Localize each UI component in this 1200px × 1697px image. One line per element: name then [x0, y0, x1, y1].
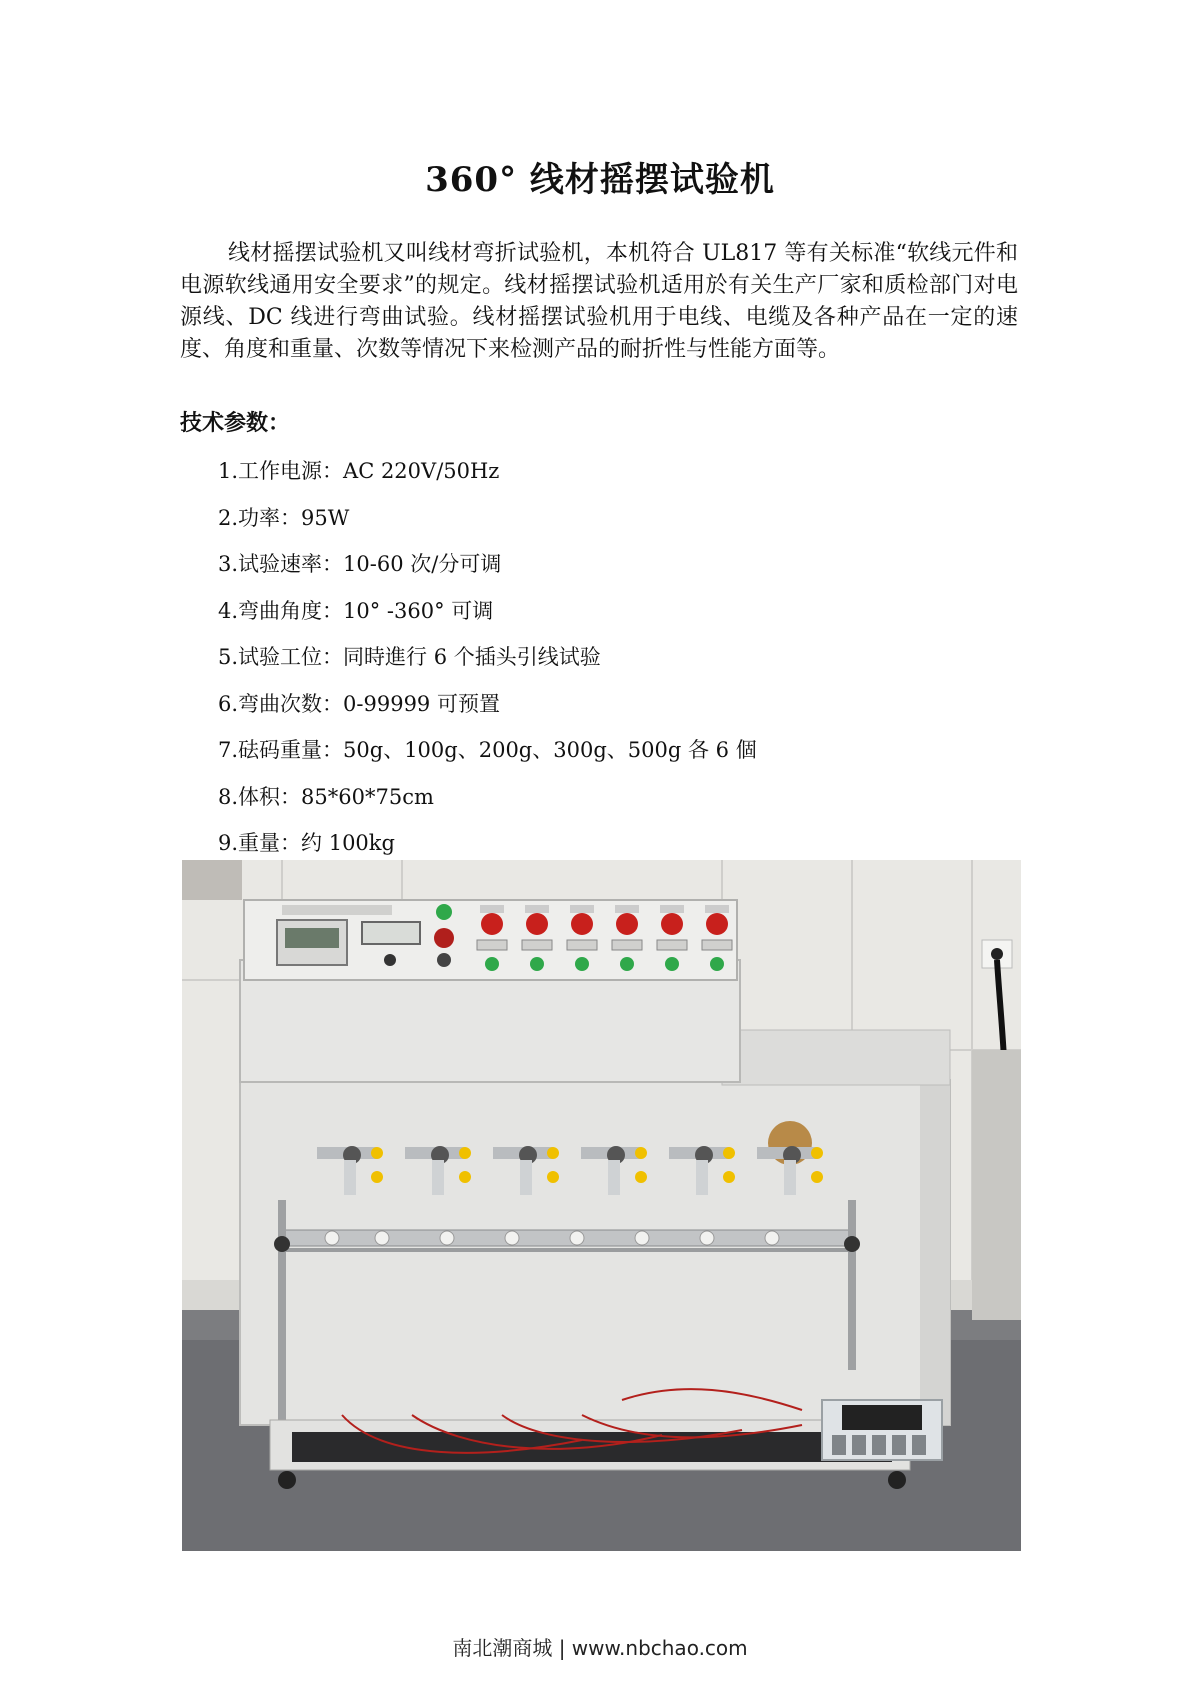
footer-brand: 南北潮商城 | www.nbchao.com: [452, 1636, 748, 1660]
spec-item: 1.工作电源：AC 220V/50Hz: [218, 459, 500, 483]
spec-item: 4.弯曲角度：10° -360° 可调: [218, 598, 494, 623]
spec-item: 8.体积：85*60*75cm: [218, 784, 434, 809]
page-title: 360° 线材摇摆试验机: [425, 160, 775, 200]
spec-item: 2.功率：95W: [218, 505, 350, 530]
intro-paragraph: 线材摇摆试验机又叫线材弯折试验机，本机符合 UL817 等有关标准“软线元件和电源软线通用安全要求”的规定。线材摇摆试验机适用於有关生产厂家和质检部门对电源线、DC 线进行弯曲试验。线材摇摆试验机用于电线、电缆及各种产品在一定的速度、角度和重量、次数等情况下来检测产品的耐折性与性能方面等。: [180, 241, 1018, 362]
spec-item: 3.试验速率：10-60 次/分可调: [218, 552, 502, 576]
spec-item: 6.弯曲次数：0-99999 可预置: [218, 691, 500, 716]
spec-heading: 技术参数：: [180, 411, 291, 436]
spec-item: 9.重量：约 100kg: [218, 831, 395, 855]
spec-item: 7.砝码重量：50g、100g、200g、300g、500g 各 6 個: [218, 738, 757, 762]
spec-item: 5.试验工位：同時進行 6 个插头引线试验: [218, 645, 601, 669]
machine-photo: [182, 860, 1021, 1551]
spec-list: [218, 456, 757, 875]
